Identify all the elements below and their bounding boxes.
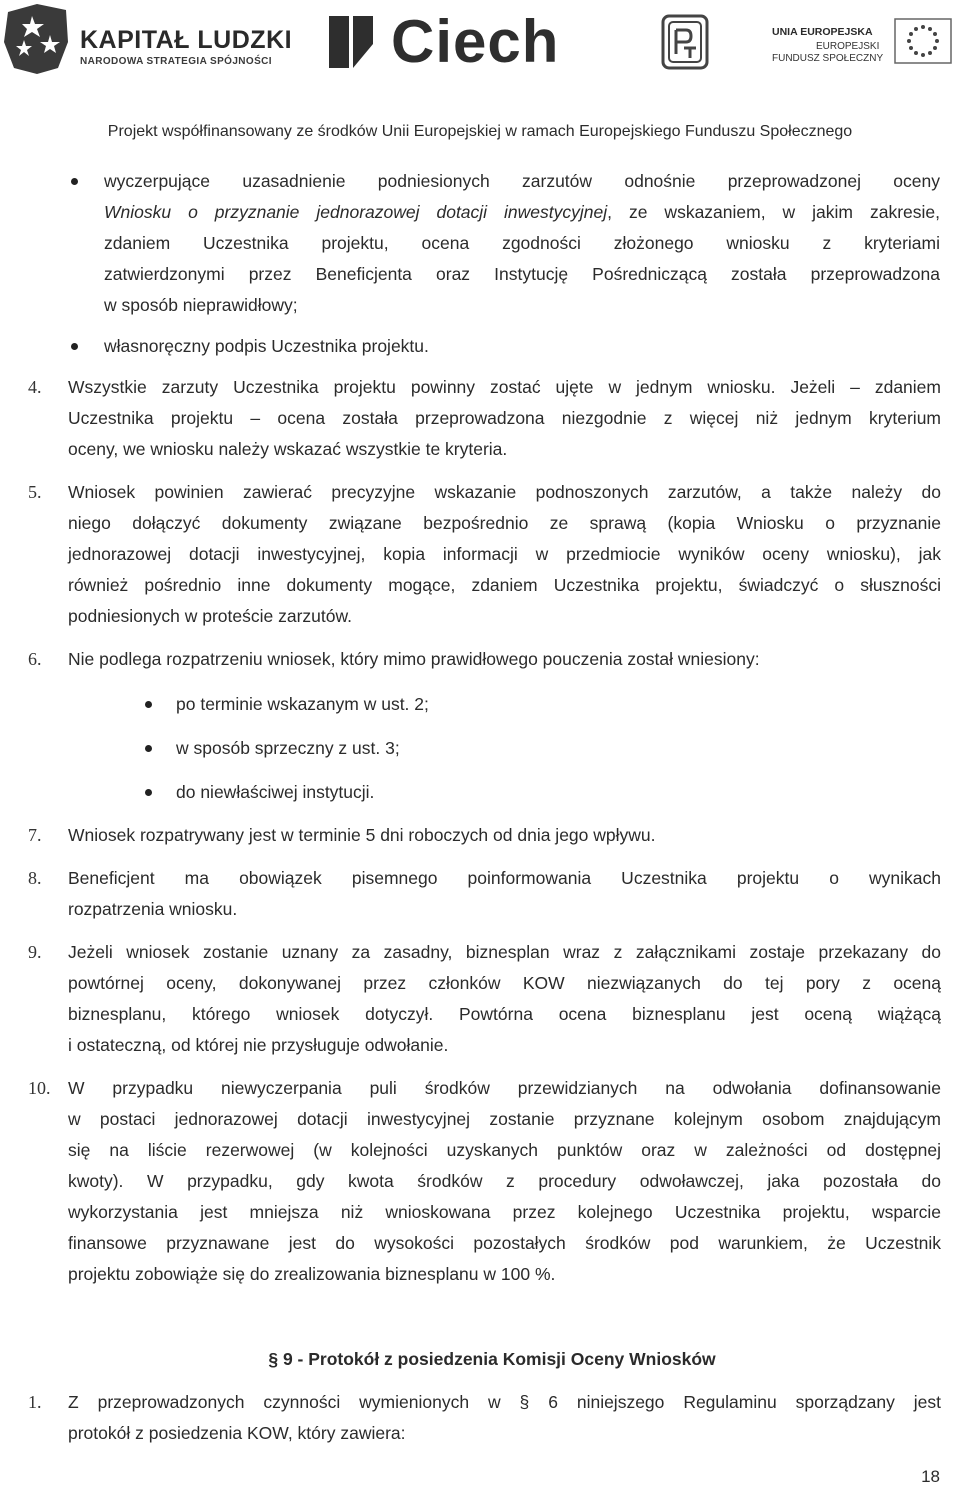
text-line: biznesplanu, którego wniosek dotyczył. Powtórna ocena biznesplanu jest oceną wiążącą (68, 1004, 941, 1024)
section-heading: § 9 - Protokół z posiedzenia Komisji Oceny Wniosków (268, 1349, 716, 1369)
text-line: Z przeprowadzonych czynności wymienionych w § 6 niniejszego Regulaminu sporządzany jest (68, 1392, 941, 1412)
bullet-icon (145, 745, 152, 752)
text-line: Jeżeli wniosek zostanie uznany za zasadny, biznesplan wraz z załącznikami zostaje przekazany do (68, 942, 941, 962)
numbered-item-10 (28, 1073, 941, 1290)
text-fragment: , ze wskazaniem, w jakim zakresie, (607, 202, 940, 222)
text-line: i ostateczną, od której nie przysługuje odwołanie. (68, 1035, 449, 1055)
text-line: po terminie wskazanym w ust. 2; (176, 694, 429, 714)
numbered-item-7 (28, 820, 941, 851)
text-line: jednorazowej dotacji inwestycyjnej, kopia informacji w przedmiocie wyników oceny wniosku), jak (68, 544, 941, 564)
sub-bullet-contrary (176, 733, 936, 764)
item-number: 4. (28, 377, 42, 397)
kapital-ludzki-title: KAPITAŁ LUDZKI (80, 26, 293, 54)
text-line: w postaci jednorazowej dotacji inwestycyjnej zostanie przyznane kolejnym osobom znajdującym (68, 1109, 941, 1129)
ue-efs-logo (770, 18, 955, 73)
bullet-icon (71, 178, 78, 185)
kapital-ludzki-subtitle: NARODOWA STRATEGIA SPÓJNOŚCI (80, 56, 272, 67)
kapital-ludzki-emblem-icon (2, 2, 72, 76)
text-line: oceny, we wniosku należy wskazać wszystkie te kryteria. (68, 439, 508, 459)
text-line: W przypadku niewyczerpania puli środków przewidzianych na odwołania dofinansowanie (68, 1078, 941, 1098)
text-line: do niewłaściwej instytucji. (176, 782, 375, 802)
text-line: Uczestnika projektu – ocena została przeprowadzona niezgodnie z więcej niż jednym kryterium (68, 408, 941, 428)
bullet-item-signature (104, 331, 940, 362)
text-line: wyczerpujące uzasadnienie podniesionych zarzutów odnośnie przeprowadzonej oceny (104, 171, 940, 191)
section-numbered-item-1 (28, 1387, 941, 1449)
header-logos (0, 0, 960, 80)
ciech-wordmark: Ciech (391, 8, 560, 75)
item-number: 1. (28, 1392, 42, 1412)
text-line: projektu zobowiąże się do zrealizowania biznesplanu w 100 %. (68, 1264, 556, 1284)
ue-logo-line-1: UNIA EUROPEJSKA (772, 26, 873, 38)
item-number: 9. (28, 942, 42, 962)
text-line: własnoręczny podpis Uczestnika projektu. (104, 336, 429, 356)
text-line: Wniosek rozpatrywany jest w terminie 5 dni roboczych od dnia jego wpływu. (68, 825, 656, 845)
ue-logo-line-3: FUNDUSZ SPOŁECZNY (772, 53, 884, 64)
text-line: w sposób sprzeczny z ust. 3; (176, 738, 400, 758)
text-line: Wszystkie zarzuty Uczestnika projektu powinny zostać ujęte w jednym wniosku. Jeżeli – zdaniem (68, 377, 941, 397)
text-line (104, 197, 940, 228)
text-line: protokół z posiedzenia KOW, który zawiera: (68, 1423, 406, 1443)
kapital-ludzki-logo (2, 2, 293, 76)
text-line: Wniosek powinien zawierać precyzyjne wskazanie podnoszonych zarzutów, a także należy do (68, 482, 941, 502)
pte-emblem-icon (660, 14, 710, 70)
eu-flag-icon (894, 18, 952, 64)
ciech-emblem-icon (325, 14, 381, 70)
document-body (0, 166, 960, 1449)
text-line: kwoty). W przypadku, gdy kwota środków z procedury odwoławczej, jaka pozostała do (68, 1171, 941, 1191)
bullet-icon (145, 789, 152, 796)
text-line: zdaniem Uczestnika projektu, ocena zgodności złożonego wniosku z kryteriami (104, 233, 940, 253)
italic-doc-title: Wniosku o przyznanie jednorazowej dotacji inwestycyjnej (104, 202, 608, 222)
item-number: 10. (28, 1078, 51, 1098)
numbered-item-6 (28, 644, 941, 675)
text-line: rozpatrzenia wniosku. (68, 899, 238, 919)
bullet-icon (71, 343, 78, 350)
text-line: w sposób nieprawidłowy; (104, 295, 298, 315)
text-line: finansowe przyznawane jest do wysokości pozostałych środków pod warunkiem, że Uczestnik (68, 1233, 941, 1253)
project-cofinancing-note: Projekt współfinansowany ze środków Unii Europejskiej w ramach Europejskiego Funduszu Społecznego (107, 123, 853, 140)
text-line: podniesionych w proteście zarzutów. (68, 606, 353, 626)
page-number: 18 (921, 1467, 940, 1486)
bullet-icon (145, 701, 152, 708)
item-number: 7. (28, 825, 42, 845)
text-line: niego dołączyć dokumenty związane bezpośrednio ze sprawą (kopia Wniosku o przyznanie (68, 513, 941, 533)
text-line: wykorzystania jest mniejsza niż wnioskowana przez kolejnego Uczestnika projektu, wsparcie (68, 1202, 941, 1222)
item-number: 6. (28, 649, 42, 669)
sub-bullet-deadline (176, 689, 936, 720)
text-line: również pośrednio inne dokumenty mogące, zdaniem Uczestnika projektu, świadczyć o słuszności (68, 575, 941, 595)
numbered-item-5 (28, 477, 941, 632)
text-line: Beneficjent ma obowiązek pisemnego poinformowania Uczestnika projektu o wynikach (68, 868, 941, 888)
numbered-item-4 (28, 372, 941, 465)
text-line: powtórnej oceny, dokonywanej przez członków KOW niezwiązanych do tej pory z oceną (68, 973, 941, 993)
text-line: zatwierdzonymi przez Beneficjenta oraz Instytucję Pośredniczącą została przeprowadzona (104, 264, 940, 284)
pte-logo (660, 14, 710, 70)
sub-bullet-wrong-institution (176, 777, 936, 808)
numbered-item-9 (28, 937, 941, 1061)
bullet-item-justification (104, 166, 940, 321)
ciech-logo (325, 8, 590, 75)
item-number: 8. (28, 868, 42, 888)
ue-logo-line-2: EUROPEJSKI (816, 41, 880, 52)
item-number: 5. (28, 482, 42, 502)
text-line: się na liście rezerwowej (w kolejności uzyskanych punktów oraz w zależności od dostępnej (68, 1140, 941, 1160)
text-line: Nie podlega rozpatrzeniu wniosek, który mimo prawidłowego pouczenia został wniesiony: (68, 649, 760, 669)
numbered-item-8 (28, 863, 941, 925)
